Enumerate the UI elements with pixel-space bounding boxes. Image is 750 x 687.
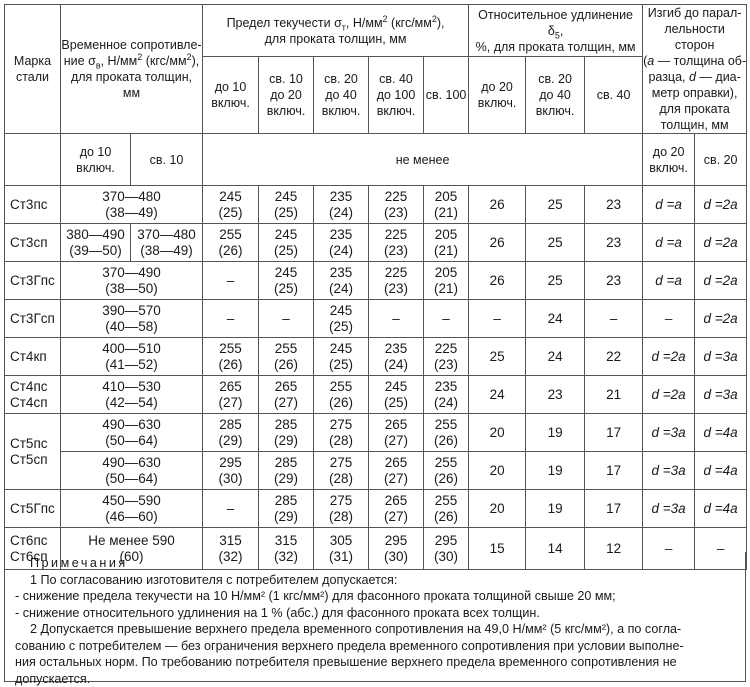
yield-value-line1: 235 bbox=[314, 265, 368, 281]
yield-value-line2: (28) bbox=[314, 509, 368, 525]
tensile-col-1: до 10 включ. bbox=[61, 134, 131, 186]
yield-value-line1: 255 bbox=[314, 379, 368, 395]
yield-value-line2: (21) bbox=[424, 243, 468, 259]
tensile-value-line1: 490—630 bbox=[61, 417, 202, 433]
row-grade bbox=[5, 338, 61, 376]
tensile-value-line2: (42—54) bbox=[61, 395, 202, 411]
yield-value-line2: (26) bbox=[259, 357, 313, 373]
header-grade: Марка стали bbox=[5, 5, 61, 134]
yield-value-line2: (25) bbox=[203, 205, 258, 221]
yield-value-line1: 225 bbox=[369, 227, 423, 243]
tensile-value bbox=[61, 452, 203, 490]
yield-value-line2: (29) bbox=[259, 471, 313, 487]
yield-value-text: – bbox=[227, 311, 235, 326]
yield-value-line1: 285 bbox=[203, 417, 258, 433]
yield-value-line2: (25) bbox=[314, 319, 368, 335]
yield-value bbox=[203, 490, 259, 528]
yield-value-line2: (26) bbox=[424, 433, 468, 449]
bend-value: d =a bbox=[643, 186, 695, 224]
bend-value: d =3a bbox=[643, 452, 695, 490]
yield-value-line2: (23) bbox=[369, 243, 423, 259]
yield-value-line2: (26) bbox=[314, 395, 368, 411]
yield-value bbox=[369, 452, 424, 490]
yield-value-line1: 255 bbox=[424, 493, 468, 509]
yield-value bbox=[203, 262, 259, 300]
elongation-value: 24 bbox=[526, 338, 585, 376]
elongation-value: 24 bbox=[526, 300, 585, 338]
yield-value-line1: 265 bbox=[369, 455, 423, 471]
yield-value bbox=[369, 414, 424, 452]
yield-value-line1: 245 bbox=[259, 189, 313, 205]
row-grade bbox=[5, 376, 61, 414]
yield-value-line2: (27) bbox=[203, 395, 258, 411]
bend-value: d =3a bbox=[695, 338, 747, 376]
elongation-value: 23 bbox=[526, 376, 585, 414]
row-grade bbox=[5, 300, 61, 338]
yield-value-line1: 235 bbox=[369, 341, 423, 357]
yield-value bbox=[314, 186, 369, 224]
table-body bbox=[5, 186, 747, 570]
bend-value: – bbox=[695, 528, 747, 570]
yield-value bbox=[259, 262, 314, 300]
header-yield: Предел текучести $\sigma_т$, $Н/мм^2$ $(кгс/мм^2)$, для проката толщин, мм bbox=[203, 5, 469, 57]
yield-value-line1: 235 bbox=[314, 189, 368, 205]
yield-value-text: – bbox=[282, 311, 290, 326]
row-grade-text: Ст5Гпс bbox=[10, 501, 55, 516]
bend-value: d =3a bbox=[643, 490, 695, 528]
yield-value-line1: 295 bbox=[203, 455, 258, 471]
row-grade bbox=[5, 224, 61, 262]
yield-value bbox=[424, 262, 469, 300]
yield-value bbox=[203, 300, 259, 338]
yield-value-line1: 245 bbox=[203, 189, 258, 205]
yield-col-4: св. 40 до 100 включ. bbox=[369, 57, 424, 134]
row-grade-line2: Ст5сп bbox=[10, 452, 60, 468]
notes-title: Примечания bbox=[15, 555, 739, 572]
bend-value: d =4a bbox=[695, 490, 747, 528]
elongation-value: 15 bbox=[469, 528, 526, 570]
row-grade-text: Ст3Гпс bbox=[10, 273, 55, 288]
row-grade bbox=[5, 186, 61, 224]
yield-value-line1: 275 bbox=[314, 417, 368, 433]
yield-value bbox=[369, 338, 424, 376]
table-row bbox=[5, 414, 747, 452]
yield-value bbox=[314, 414, 369, 452]
tensile-col-2: св. 10 bbox=[131, 134, 203, 186]
yield-value bbox=[314, 376, 369, 414]
yield-value-line2: (27) bbox=[369, 433, 423, 449]
yield-value bbox=[314, 300, 369, 338]
yield-value bbox=[369, 224, 424, 262]
tensile-value-line2: (40—58) bbox=[61, 319, 202, 335]
table-row bbox=[5, 452, 747, 490]
table-row bbox=[5, 186, 747, 224]
yield-value-line1: 205 bbox=[424, 265, 468, 281]
tensile-value bbox=[61, 300, 203, 338]
yield-value-line2: (21) bbox=[424, 205, 468, 221]
yield-col-3: св. 20 до 40 включ. bbox=[314, 57, 369, 134]
yield-value-line2: (29) bbox=[259, 509, 313, 525]
yield-value-line1: 255 bbox=[259, 341, 313, 357]
yield-value-line2: (24) bbox=[314, 281, 368, 297]
yield-value-line1: 255 bbox=[203, 227, 258, 243]
tensile-value-line2: (38—50) bbox=[61, 281, 202, 297]
tensile-value-line2: (50—64) bbox=[61, 433, 202, 449]
elongation-value: 20 bbox=[469, 490, 526, 528]
elongation-value: 26 bbox=[469, 262, 526, 300]
tensile-value bbox=[61, 376, 203, 414]
yield-value-line2: (25) bbox=[369, 395, 423, 411]
tensile-value bbox=[61, 186, 203, 224]
note-2a: 2 Допускается превышение верхнего предела временного сопротивления на 49,0 Н/мм² (5 кгс/мм²), а по согла- bbox=[15, 621, 739, 638]
elongation-value: 25 bbox=[469, 338, 526, 376]
header-bend: Изгиб до парал- лельности сторон (а — толщина об- разца, d — диа- метр оправки), для проката толщин, мм bbox=[643, 5, 747, 134]
bend-value: d =a bbox=[643, 262, 695, 300]
bend-col-1: до 20 включ. bbox=[643, 134, 695, 186]
yield-value bbox=[259, 186, 314, 224]
tensile-value-1-line2: (39—50) bbox=[61, 243, 130, 259]
yield-value-line2: (31) bbox=[314, 549, 368, 565]
yield-col-1: до 10 включ. bbox=[203, 57, 259, 134]
yield-value bbox=[424, 186, 469, 224]
yield-value bbox=[259, 300, 314, 338]
yield-value-line2: (29) bbox=[259, 433, 313, 449]
row-grade-text: Ст4кп bbox=[10, 349, 47, 364]
bend-value: d =3a bbox=[643, 414, 695, 452]
yield-value-line2: (21) bbox=[424, 281, 468, 297]
yield-value bbox=[424, 338, 469, 376]
yield-value-line2: (30) bbox=[203, 471, 258, 487]
elongation-value: – bbox=[585, 300, 643, 338]
header-min: не менее bbox=[203, 134, 643, 186]
yield-value bbox=[203, 452, 259, 490]
row-grade bbox=[5, 490, 61, 528]
tensile-value-line2: (50—64) bbox=[61, 471, 202, 487]
elong-col-2: св. 20 до 40 включ. bbox=[526, 57, 585, 134]
tensile-value bbox=[61, 262, 203, 300]
yield-value-line1: 285 bbox=[259, 455, 313, 471]
yield-value-line1: 275 bbox=[314, 455, 368, 471]
tensile-value-line1: 370—490 bbox=[61, 265, 202, 281]
bend-col-2: св. 20 bbox=[695, 134, 747, 186]
yield-value-line1: 275 bbox=[314, 493, 368, 509]
yield-value-line1: 265 bbox=[203, 379, 258, 395]
bend-value: – bbox=[643, 528, 695, 570]
bend-value: d =4a bbox=[695, 414, 747, 452]
yield-value-line1: 265 bbox=[259, 379, 313, 395]
note-2d: допускается. bbox=[15, 671, 739, 687]
tensile-value-2 bbox=[131, 224, 203, 262]
tensile-value bbox=[61, 414, 203, 452]
tensile-value bbox=[61, 490, 203, 528]
elongation-value: 17 bbox=[585, 414, 643, 452]
yield-value bbox=[424, 224, 469, 262]
bend-value: d =2a bbox=[695, 300, 747, 338]
yield-value-line1: 245 bbox=[369, 379, 423, 395]
row-grade-line2: Ст4сп bbox=[10, 395, 60, 411]
elongation-value: 21 bbox=[585, 376, 643, 414]
elongation-value: – bbox=[469, 300, 526, 338]
elongation-value: 22 bbox=[585, 338, 643, 376]
yield-value bbox=[424, 414, 469, 452]
notes bbox=[4, 552, 746, 682]
table-row bbox=[5, 224, 747, 262]
tensile-value-1 bbox=[61, 224, 131, 262]
yield-value-line1: 255 bbox=[424, 417, 468, 433]
note-2b: сованию с потребителем — без ограничения верхнего предела временного сопротивления при условии выполне- bbox=[15, 638, 739, 655]
yield-value bbox=[259, 452, 314, 490]
note-1: 1 По согласованию изготовителя с потребителем допускается: bbox=[15, 572, 739, 589]
yield-col-5: св. 100 bbox=[424, 57, 469, 134]
yield-value bbox=[424, 490, 469, 528]
table-row bbox=[5, 338, 747, 376]
elongation-value: 20 bbox=[469, 414, 526, 452]
yield-value bbox=[314, 452, 369, 490]
note-2c: ния остальных норм. По требованию потребителя превышение верхнего предела временного сопротивления не bbox=[15, 654, 739, 671]
yield-value-line2: (26) bbox=[424, 471, 468, 487]
yield-value bbox=[424, 376, 469, 414]
elongation-value: 19 bbox=[526, 414, 585, 452]
yield-value bbox=[259, 414, 314, 452]
yield-value bbox=[314, 490, 369, 528]
yield-value bbox=[369, 490, 424, 528]
bend-value: d =2a bbox=[695, 224, 747, 262]
elongation-value: 23 bbox=[585, 224, 643, 262]
yield-value bbox=[369, 300, 424, 338]
header-blank bbox=[5, 134, 61, 186]
note-1a: - снижение предела текучести на 10 Н/мм² (1 кгс/мм²) для фасонного проката толщиной свыше 20 мм; bbox=[15, 588, 739, 605]
tensile-value-line2: (46—60) bbox=[61, 509, 202, 525]
yield-value bbox=[369, 376, 424, 414]
table-row bbox=[5, 490, 747, 528]
yield-value-line1: 295 bbox=[424, 533, 468, 549]
yield-value bbox=[369, 262, 424, 300]
yield-value-line2: (23) bbox=[369, 205, 423, 221]
yield-value-line2: (28) bbox=[314, 433, 368, 449]
yield-value-line2: (30) bbox=[424, 549, 468, 565]
yield-value-text: – bbox=[442, 311, 450, 326]
yield-value bbox=[314, 262, 369, 300]
tensile-value-line2: (41—52) bbox=[61, 357, 202, 373]
elongation-value: 17 bbox=[585, 490, 643, 528]
bend-value: – bbox=[643, 300, 695, 338]
yield-value bbox=[314, 224, 369, 262]
yield-value-line1: 315 bbox=[203, 533, 258, 549]
elongation-value: 23 bbox=[585, 262, 643, 300]
yield-value-line1: 225 bbox=[424, 341, 468, 357]
yield-value-line2: (28) bbox=[314, 471, 368, 487]
yield-value-text: – bbox=[227, 273, 235, 288]
yield-value-line2: (24) bbox=[369, 357, 423, 373]
row-grade-line1: Ст5пс bbox=[10, 436, 60, 452]
table-row bbox=[5, 376, 747, 414]
yield-value-line1: 305 bbox=[314, 533, 368, 549]
yield-value-line1: 315 bbox=[259, 533, 313, 549]
elongation-value: 25 bbox=[526, 224, 585, 262]
tensile-value-line1: 370—480 bbox=[61, 189, 202, 205]
row-grade-text: Ст3сп bbox=[10, 235, 48, 250]
yield-value bbox=[203, 338, 259, 376]
yield-value-line2: (30) bbox=[369, 549, 423, 565]
yield-value-line2: (24) bbox=[314, 205, 368, 221]
yield-value bbox=[203, 376, 259, 414]
yield-value-text: – bbox=[227, 501, 235, 516]
yield-value-line1: 245 bbox=[314, 341, 368, 357]
row-grade-text: Ст3Гсп bbox=[10, 311, 55, 326]
yield-value bbox=[424, 452, 469, 490]
row-grade-line1: Ст4пс bbox=[10, 379, 60, 395]
yield-value-line1: 205 bbox=[424, 189, 468, 205]
yield-value-line2: (29) bbox=[203, 433, 258, 449]
yield-value-line1: 225 bbox=[369, 189, 423, 205]
yield-value-line1: 245 bbox=[259, 227, 313, 243]
yield-value-line1: 255 bbox=[203, 341, 258, 357]
tensile-value-line1: 400—510 bbox=[61, 341, 202, 357]
elongation-value: 23 bbox=[585, 186, 643, 224]
yield-value bbox=[259, 224, 314, 262]
elongation-value: 17 bbox=[585, 452, 643, 490]
elongation-value: 25 bbox=[526, 186, 585, 224]
yield-value bbox=[259, 338, 314, 376]
table-row bbox=[5, 300, 747, 338]
yield-value bbox=[424, 300, 469, 338]
yield-value-line1: 295 bbox=[369, 533, 423, 549]
yield-value-line2: (25) bbox=[314, 357, 368, 373]
yield-value-line2: (24) bbox=[314, 243, 368, 259]
table-row bbox=[5, 262, 747, 300]
tensile-value bbox=[61, 338, 203, 376]
yield-value bbox=[203, 414, 259, 452]
yield-value bbox=[259, 376, 314, 414]
yield-value bbox=[203, 186, 259, 224]
yield-value-line1: 225 bbox=[369, 265, 423, 281]
elongation-value: 12 bbox=[585, 528, 643, 570]
tensile-value-1-line1: 380—490 bbox=[61, 227, 130, 243]
yield-value-line2: (27) bbox=[369, 471, 423, 487]
tensile-value-line2: (38—49) bbox=[61, 205, 202, 221]
yield-value-line1: 245 bbox=[314, 303, 368, 319]
tensile-value-2-line2: (38—49) bbox=[131, 243, 202, 259]
yield-value bbox=[203, 224, 259, 262]
elongation-value: 19 bbox=[526, 490, 585, 528]
yield-value-line2: (27) bbox=[259, 395, 313, 411]
bend-value: d =3a bbox=[695, 376, 747, 414]
yield-value bbox=[259, 490, 314, 528]
tensile-value-line1: 490—630 bbox=[61, 455, 202, 471]
yield-value-line2: (32) bbox=[259, 549, 313, 565]
yield-value-line1: 265 bbox=[369, 417, 423, 433]
yield-value-line2: (24) bbox=[424, 395, 468, 411]
elongation-value: 14 bbox=[526, 528, 585, 570]
row-grade bbox=[5, 414, 61, 490]
elongation-value: 26 bbox=[469, 224, 526, 262]
elong-col-1: до 20 включ. bbox=[469, 57, 526, 134]
yield-value bbox=[314, 338, 369, 376]
bend-value: d =a bbox=[643, 224, 695, 262]
yield-value-line2: (26) bbox=[203, 243, 258, 259]
yield-value-line2: (23) bbox=[369, 281, 423, 297]
elongation-value: 19 bbox=[526, 452, 585, 490]
yield-value-line1: 255 bbox=[424, 455, 468, 471]
tensile-value-2-line1: 370—480 bbox=[131, 227, 202, 243]
header-elongation: Относительное удлинение $\delta_5$, %, для проката толщин, мм bbox=[469, 5, 643, 57]
row-grade-text: Ст3пс bbox=[10, 197, 48, 212]
steel-properties-table bbox=[4, 4, 747, 570]
tensile-value-line2: (60) bbox=[61, 549, 202, 565]
tensile-value-line1: Не менее 590 bbox=[61, 533, 202, 549]
header-tensile: Временное сопротивле- ние $\sigma_в$, $Н/мм^2$ $(кгс/мм^2)$, для проката толщин, мм bbox=[61, 5, 203, 134]
yield-value-line1: 245 bbox=[259, 265, 313, 281]
yield-value-line1: 285 bbox=[259, 417, 313, 433]
tensile-value-line1: 390—570 bbox=[61, 303, 202, 319]
yield-value-line1: 285 bbox=[259, 493, 313, 509]
row-grade-line1: Ст6пс bbox=[10, 533, 60, 549]
bend-value: d =2a bbox=[695, 262, 747, 300]
tensile-value-line1: 450—590 bbox=[61, 493, 202, 509]
tensile-value-line1: 410—530 bbox=[61, 379, 202, 395]
yield-col-2: св. 10 до 20 включ. bbox=[259, 57, 314, 134]
yield-value-line1: 265 bbox=[369, 493, 423, 509]
elongation-value: 20 bbox=[469, 452, 526, 490]
yield-value-line1: 235 bbox=[424, 379, 468, 395]
yield-value-line1: 205 bbox=[424, 227, 468, 243]
yield-value-line2: (25) bbox=[259, 243, 313, 259]
bend-value: d =2a bbox=[643, 376, 695, 414]
yield-value-line2: (27) bbox=[369, 509, 423, 525]
yield-value bbox=[369, 186, 424, 224]
note-1b: - снижение относительного удлинения на 1 % (абс.) для фасонного проката всех толщин. bbox=[15, 605, 739, 622]
yield-value-line1: 235 bbox=[314, 227, 368, 243]
row-grade bbox=[5, 262, 61, 300]
elongation-value: 26 bbox=[469, 186, 526, 224]
yield-value-line2: (23) bbox=[424, 357, 468, 373]
yield-value-line2: (32) bbox=[203, 549, 258, 565]
yield-value-line2: (26) bbox=[424, 509, 468, 525]
bend-value: d =2a bbox=[695, 186, 747, 224]
bend-value: d =2a bbox=[643, 338, 695, 376]
elongation-value: 24 bbox=[469, 376, 526, 414]
yield-value-text: – bbox=[392, 311, 400, 326]
yield-value-line2: (25) bbox=[259, 281, 313, 297]
yield-value-line2: (26) bbox=[203, 357, 258, 373]
elong-col-3: св. 40 bbox=[585, 57, 643, 134]
bend-value: d =4a bbox=[695, 452, 747, 490]
elongation-value: 25 bbox=[526, 262, 585, 300]
yield-value-line2: (25) bbox=[259, 205, 313, 221]
row-grade-line2: Ст6сп bbox=[10, 549, 60, 565]
